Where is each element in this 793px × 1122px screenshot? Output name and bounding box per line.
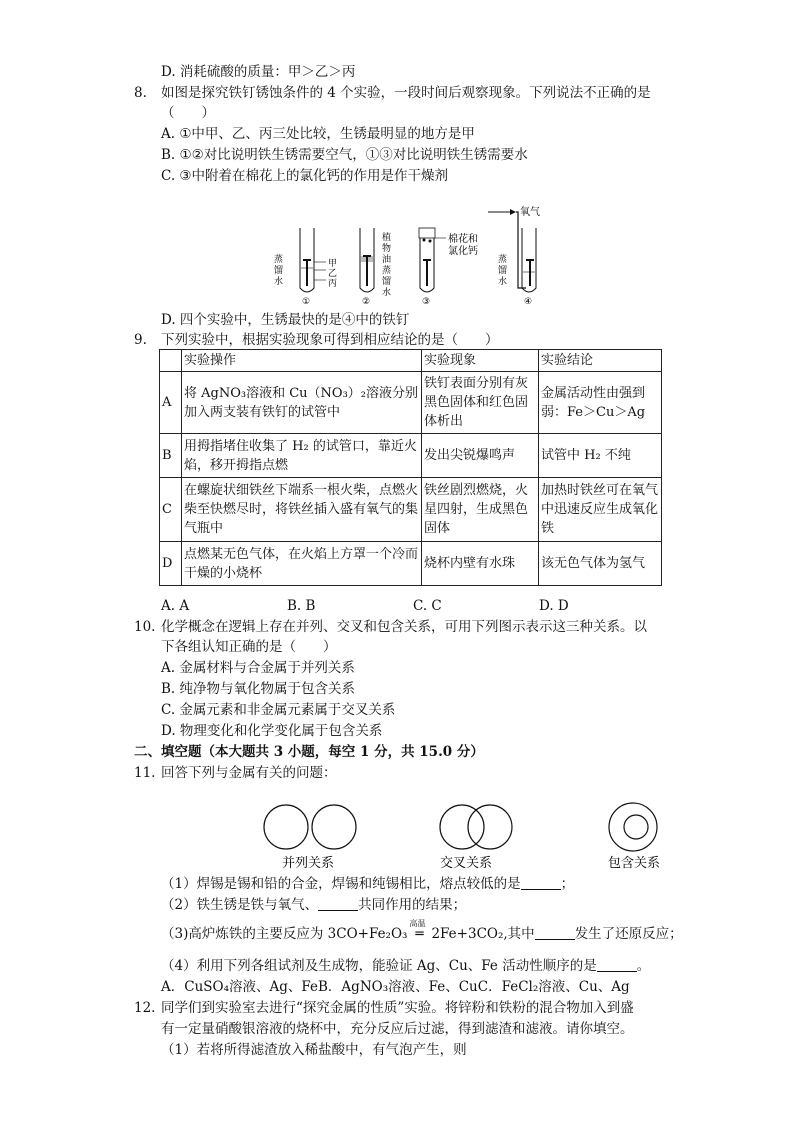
row-conclusion: 金属活动性由强到弱：Fe＞Cu＞Ag xyxy=(539,372,662,434)
q11-part-3-end: 发生了还原反应； xyxy=(574,926,683,942)
row-label: B xyxy=(160,434,182,478)
section-2-title: 二、填空题（本大题共 3 小题，每空 1 分，共 15.0 分） xyxy=(134,744,484,760)
mark-yi: 乙 xyxy=(328,269,338,279)
tube-label-2: ② xyxy=(362,297,371,307)
row-phenomenon: 铁丝剧烈燃烧，火星四射，生成黑色固体 xyxy=(422,478,539,542)
q8-number: 8. xyxy=(134,85,147,101)
q11-part-2 xyxy=(161,896,466,914)
label-cross: 交叉关系 xyxy=(440,856,493,871)
row-label: C xyxy=(160,478,182,542)
row-operation: 点燃某无色气体，在火焰上方罩一个冷而干燥的小烧杯 xyxy=(182,542,422,586)
tube2-water-2: 馏 xyxy=(382,277,392,287)
label-inclusion: 包含关系 xyxy=(608,856,661,871)
oxygen-label: 氧气 xyxy=(520,207,540,218)
q9-experiment-table xyxy=(159,349,662,586)
table-row xyxy=(160,542,662,586)
q11-part-1 xyxy=(161,875,574,893)
tube2-oil-1: 植 xyxy=(382,233,392,243)
row-operation: 用拇指堵住收集了 H₂ 的试管口，靠近火焰，移开拇指点燃 xyxy=(182,434,422,478)
q10-option-d: D. 物理变化和化学变化属于包含关系 xyxy=(161,723,383,739)
table-row xyxy=(160,372,662,434)
row-label: D xyxy=(160,542,182,586)
answer-blank[interactable] xyxy=(597,959,637,972)
q11-part-3-text-a: （3)高炉炼铁的主要反应为 3CO+Fe₂O₃ xyxy=(161,926,408,942)
header-operation: 实验操作 xyxy=(182,350,422,372)
tube1-water-2: 馏 xyxy=(274,266,284,276)
q8-option-a: A. ①中甲、乙、丙三处比较，生锈最明显的地方是甲 xyxy=(161,126,475,142)
q7-option-d: D. 消耗硫酸的质量：甲＞乙＞丙 xyxy=(161,64,356,80)
q9-number: 9. xyxy=(134,332,147,348)
q8-option-b: B. ①②对比说明铁生锈需要空气，①③对比说明铁生锈需要水 xyxy=(161,147,528,163)
row-phenomenon: 铁钉表面分别有灰黑色固体和红色固体析出 xyxy=(422,372,539,434)
q8-option-c: C. ③中附着在棉花上的氯化钙的作用是作干燥剂 xyxy=(161,168,449,184)
condition-high-temp: 高温 xyxy=(409,919,426,928)
tube4-water-2: 馏 xyxy=(498,266,508,276)
q12-stem-1: 同学们到实验室去进行“探究金属的性质”实验。将锌粉和铁粉的混合物加入到盛 xyxy=(161,1000,634,1016)
tube4-water-3: 水 xyxy=(498,277,508,287)
q11-part-4-text: （4）利用下列各组试剂及生成物，能验证 Ag、Cu、Fe 活动性顺序的是 xyxy=(161,958,597,974)
header-blank xyxy=(160,350,182,372)
q9-choice-c: C. C xyxy=(413,598,442,614)
q11-part-1-text: （1）焊锡是锡和铅的合金，焊锡和纯锡相比，熔点较低的是 xyxy=(161,876,521,892)
q10-option-b: B. 纯净物与氧化物属于包含关系 xyxy=(161,681,356,697)
row-conclusion: 试管中 H₂ 不纯 xyxy=(539,434,662,478)
q11-part-3 xyxy=(161,919,683,943)
q11-part-2-text: （2）铁生锈是铁与氧气、 xyxy=(161,897,319,913)
q11-part-1-end: ； xyxy=(560,876,575,892)
q8-experiment-figure xyxy=(270,200,560,308)
mark-jia: 甲 xyxy=(328,259,338,269)
answer-blank[interactable] xyxy=(521,877,561,890)
tube-label-1: ① xyxy=(302,297,311,307)
row-label: A xyxy=(160,372,182,434)
q11-options: A．CuSO₄溶液、Ag、FeB．AgNO₃溶液、Fe、CuC．FeCl₂溶液、Cu、Ag xyxy=(161,979,630,995)
row-conclusion: 该无色气体为氢气 xyxy=(539,542,662,586)
mark-bing: 丙 xyxy=(328,279,338,289)
relationship-diagrams xyxy=(250,795,680,875)
q11-part-4-end: 。 xyxy=(636,958,651,974)
q11-stem: 回答下列与金属有关的问题： xyxy=(161,765,337,781)
answer-blank[interactable] xyxy=(535,927,575,940)
row-conclusion: 加热时铁丝可在氧气中迅速反应生成氧化铁 xyxy=(539,478,662,542)
q10-stem-2: 下各组认知正确的是（ ） xyxy=(161,639,337,655)
q9-choice-b: B. B xyxy=(287,598,316,614)
q8-paren: （ ） xyxy=(161,105,215,121)
q12-stem-2: 有一定量硝酸银溶液的烧杯中，充分反应后过滤，得到滤渣和滤液。请你填空。 xyxy=(161,1021,634,1037)
q9-choice-a: A. A xyxy=(161,598,190,614)
q10-option-a: A. 金属材料与合金属于并列关系 xyxy=(161,660,355,676)
cotton-label-1: 棉花和 xyxy=(448,234,478,245)
q12-number: 12. xyxy=(134,1000,156,1016)
q8-stem: 如图是探究铁钉锈蚀条件的 4 个实验，一段时间后观察现象。下列说法不正确的是 xyxy=(161,85,651,101)
reaction-condition: 高温 ═ xyxy=(407,925,431,943)
label-parallel: 并列关系 xyxy=(282,856,335,871)
tube2-water-3: 水 xyxy=(382,288,392,298)
header-phenomenon: 实验现象 xyxy=(422,350,539,372)
q11-part-4 xyxy=(161,957,650,975)
table-row xyxy=(160,434,662,478)
tube1-water-1: 蒸 xyxy=(274,255,284,265)
header-conclusion: 实验结论 xyxy=(539,350,662,372)
q11-part-3-text-b: 2Fe+3CO₂,其中 xyxy=(431,926,535,942)
answer-blank[interactable] xyxy=(318,898,358,911)
q10-number: 10. xyxy=(134,619,156,635)
row-operation: 在螺旋状细铁丝下端系一根火柴，点燃火柴至快燃尽时，将铁丝插入盛有氧气的集气瓶中 xyxy=(182,478,422,542)
tube1-water-3: 水 xyxy=(274,277,284,287)
tube2-water-1: 蒸 xyxy=(382,266,392,276)
row-phenomenon: 烧杯内壁有水珠 xyxy=(422,542,539,586)
tube-label-3: ③ xyxy=(422,297,431,307)
cotton-label-2: 氯化钙 xyxy=(448,246,478,257)
q9-stem: 下列实验中，根据实验现象可得到相应结论的是（ ） xyxy=(161,332,499,348)
q10-stem-1: 化学概念在逻辑上存在并列、交叉和包含关系，可用下列图示表示这三种关系。以 xyxy=(161,619,647,635)
tube2-oil-3: 油 xyxy=(382,255,392,265)
q10-option-c: C. 金属元素和非金属元素属于交叉关系 xyxy=(161,702,396,718)
table-header-row xyxy=(160,350,662,372)
tube2-oil-2: 物 xyxy=(382,244,392,254)
tube4-water-1: 蒸 xyxy=(498,255,508,265)
tube-label-4: ④ xyxy=(524,297,533,307)
q9-choice-d: D. D xyxy=(539,598,569,614)
table-row xyxy=(160,478,662,542)
row-phenomenon: 发出尖锐爆鸣声 xyxy=(422,434,539,478)
row-operation: 将 AgNO₃溶液和 Cu（NO₃）₂溶液分别加入两支装有铁钉的试管中 xyxy=(182,372,422,434)
q11-part-2-end: 共同作用的结果； xyxy=(358,897,467,913)
q12-part-1: （1）若将所得滤渣放入稀盐酸中，有气泡产生，则 xyxy=(161,1042,467,1058)
q8-option-d: D. 四个实验中，生锈最快的是④中的铁钉 xyxy=(161,312,410,328)
q11-number: 11. xyxy=(134,765,156,781)
